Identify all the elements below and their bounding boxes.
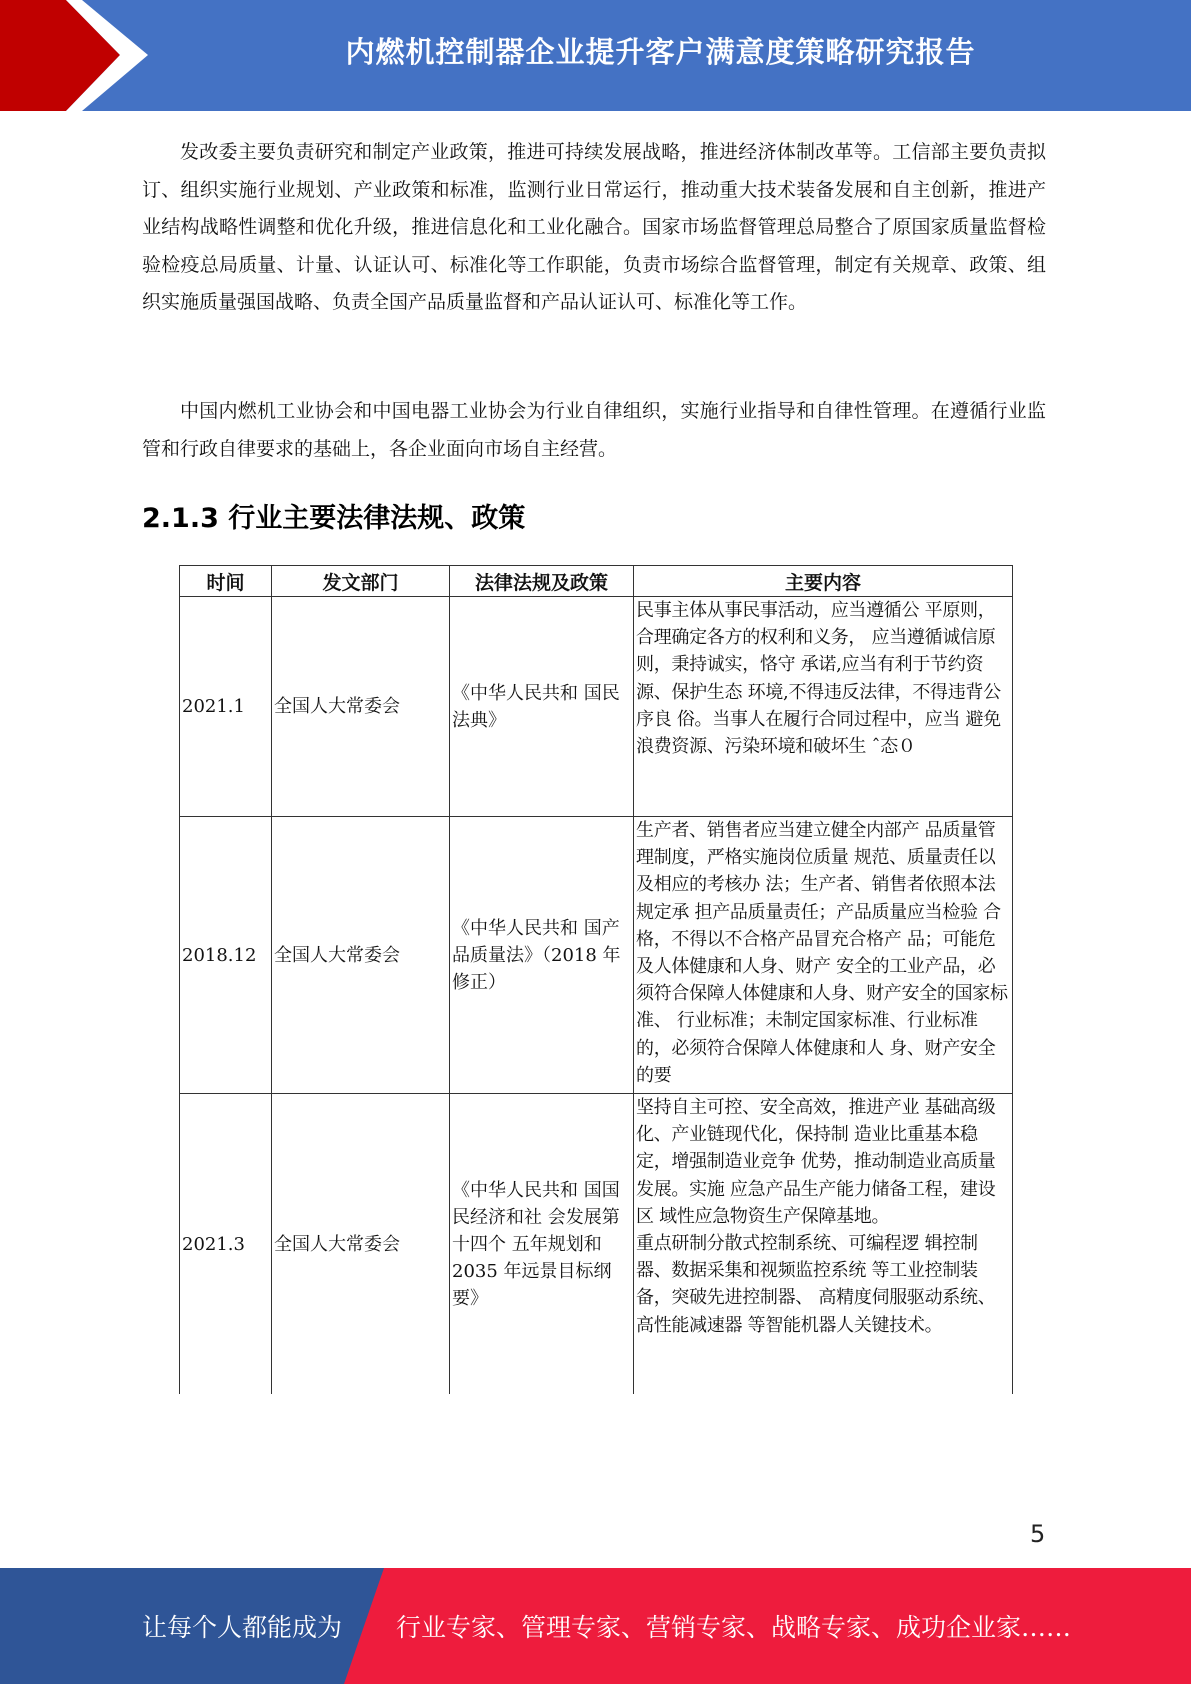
cell-policy: 《中华人民共和 国国民经济和社 会发展第十四个 五年规划和 2035 年远景目标纲 要》	[450, 1094, 634, 1395]
policy-table	[179, 565, 1013, 1394]
header-time: 时间	[180, 566, 272, 597]
cell-time: 2018.12	[180, 817, 272, 1094]
body-paragraph-associations: 中国内燃机工业协会和中国电器工业协会为行业自律组织，实施行业指导和自律性管理。在遵循行业监管和行政自律要求的基础上，各企业面向市场自主经营。	[142, 400, 1046, 460]
page-header	[0, 0, 1191, 111]
cell-time: 2021.3	[180, 1094, 272, 1395]
body-paragraph-regulators: 发改委主要负责研究和制定产业政策，推进可持续发展战略，推进经济体制改革等。工信部主要负责拟订、组织实施行业规划、产业政策和标准，监测行业日常运行，推动重大技术装备发展和自主创新，推进产业结构战略性调整和优化升级，推进信息化和工业化融合。国家市场监督管理总局整合了原国家质量监督检验检疫总局质量、计量、认证认可、标准化等工作职能，负责市场综合监督管理，制定有关规章、政策、组织实施质量强国战略、负责全国产品质量监督和产品认证认可、标准化等工作。	[142, 141, 1046, 313]
cell-policy: 《中华人民共和 国民法典》	[450, 597, 634, 817]
cell-content	[634, 1094, 1013, 1395]
cell-content-text: 坚持自主可控、安全高效，推进产业 基础高级化、产业链现代化，保持制 造业比重基本稳定，增强制造业竞争 优势，推动制造业高质量发展。实施 应急产品生产能力储备工程，建设区 域性应急物资生产保障基地。	[636, 1097, 996, 1227]
header-department: 发文部门	[272, 566, 450, 597]
page-number: 5	[1030, 1520, 1046, 1548]
cell-department: 全国人大常委会	[272, 1094, 450, 1395]
cell-content-text-2: 重点研制分散式控制系统、可编程逻 辑控制器、数据采集和视频监控系统 等工业控制装备，突破先进控制器、 高精度伺服驱动系统、高性能减速器 等智能机器人关键技术。	[636, 1233, 996, 1336]
table-row	[180, 817, 1013, 1094]
table-row	[180, 1094, 1013, 1395]
table-header-row	[180, 566, 1013, 597]
header-content: 主要内容	[634, 566, 1013, 597]
cell-content	[634, 817, 1013, 1094]
page-footer	[0, 1568, 1191, 1684]
report-title: 内燃机控制器企业提升客户满意度策略研究报告	[345, 35, 976, 69]
cell-content-text: 民事主体从事民事活动，应当遵循公 平原则，合理确定各方的权利和义务， 应当遵循诚信原则，秉持诚实，恪守 承诺,应当有利于节约资源、保护生态 环境,不得违反法律，不得违背公序良 俗。当事人在履行合同过程中，应当 避免浪费资源、污染环境和破坏生 ˆ态０	[636, 600, 1001, 758]
cell-department: 全国人大常委会	[272, 597, 450, 817]
cell-content	[634, 597, 1013, 817]
cell-time: 2021.1	[180, 597, 272, 817]
section-heading: 2.1.3 行业主要法律法规、政策	[142, 503, 526, 534]
cell-department: 全国人大常委会	[272, 817, 450, 1094]
table-row	[180, 597, 1013, 817]
footer-slogan-left: 让每个人都能成为	[142, 1613, 343, 1642]
header-policy: 法律法规及政策	[450, 566, 634, 597]
cell-policy: 《中华人民共和 国产品质量法》（2018 年修正）	[450, 817, 634, 1094]
cell-content-text: 生产者、销售者应当建立健全内部产 品质量管理制度，严格实施岗位质量 规范、质量责任以及相应的考核办 法；生产者、销售者依照本法规定承 担产品质量责任；产品质量应当检验 合格，不得以不合格产品冒充合格产 品；可能危及人体健康和人身、财产 安全的工业产品，必须符合保障人体健康和人身、财产安全的国家标准、 行业标准；未制定国家标准、行业标准的，必须符合保障人体健康和人 身、财产安全的要	[636, 820, 1008, 1086]
footer-slogan-right: 行业专家、管理专家、营销专家、战略专家、成功企业家……	[396, 1613, 1072, 1642]
chevron-arrow-icon	[0, 0, 160, 111]
cell-content-block	[636, 1094, 1011, 1394]
